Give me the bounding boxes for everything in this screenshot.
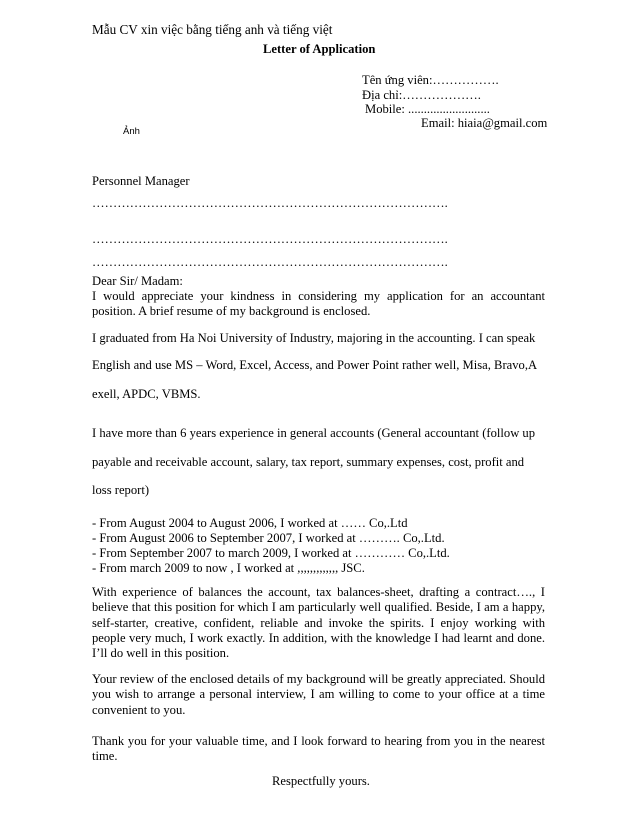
- recipient: Personnel Manager: [92, 174, 190, 188]
- dotted-line: ………………………………………………………………………….: [92, 232, 448, 246]
- review-paragraph: Your review of the enclosed details of my background will be greatly appreciated. Should you wish to arrange a personal interview, I am willing to come to your office at a time convenient to you.: [92, 672, 545, 717]
- applicant-mobile: Mobile: ..........................: [365, 102, 490, 116]
- work-history-item: - From August 2006 to September 2007, I worked at ………. Co,.Ltd.: [92, 531, 445, 545]
- education-line: exell, APDC, VBMS.: [92, 387, 201, 401]
- salutation: Dear Sir/ Madam:: [92, 274, 183, 288]
- document-title: Mẫu CV xin việc bằng tiếng anh và tiếng việt: [92, 22, 333, 37]
- applicant-name: Tên ứng viên:…………….: [362, 73, 499, 87]
- work-history-item: - From September 2007 to march 2009, I worked at ………… Co,.Ltd.: [92, 546, 450, 560]
- photo-label: Ảnh: [123, 126, 140, 137]
- applicant-address: Địa chỉ:……………….: [362, 88, 481, 102]
- experience-line: loss report): [92, 483, 150, 497]
- qualities-paragraph: With experience of balances the account, tax balances-sheet, drafting a contract…., I believe that this position for which I am particularly well qualified. Beside, I am a happy, self-starter, creative, confident, reliable and invoke the spirits. I enjoy working with people very much, I work exactly. In addition, with the knowledge I had learnt and done. I’ll do well in this position.: [92, 585, 545, 661]
- letter-heading: Letter of Application: [263, 42, 376, 56]
- closing: Respectfully yours.: [272, 774, 370, 788]
- dotted-line: ………………………………………………………………………….: [92, 255, 448, 269]
- work-history-item: - From march 2009 to now , I worked at ,,,,,,,,,,,,, JSC.: [92, 561, 365, 575]
- thanks-paragraph: Thank you for your valuable time, and I look forward to hearing from you in the nearest time.: [92, 734, 545, 764]
- applicant-email: Email: hiaia@gmail.com: [421, 116, 548, 130]
- education-line: I graduated from Ha Noi University of Industry, majoring in the accounting. I can speak: [92, 331, 536, 345]
- work-history-item: - From August 2004 to August 2006, I worked at …… Co,.Ltd: [92, 516, 408, 530]
- intro-paragraph: I would appreciate your kindness in considering my application for an accountant position. A brief resume of my background is enclosed.: [92, 289, 545, 319]
- dotted-line: ………………………………………………………………………….: [92, 196, 448, 210]
- education-line: English and use MS – Word, Excel, Access, and Power Point rather well, Misa, Bravo,A: [92, 358, 538, 372]
- experience-line: I have more than 6 years experience in general accounts (General accountant (follow up: [92, 426, 536, 440]
- experience-line: payable and receivable account, salary, tax report, summary expenses, cost, profit and: [92, 455, 525, 469]
